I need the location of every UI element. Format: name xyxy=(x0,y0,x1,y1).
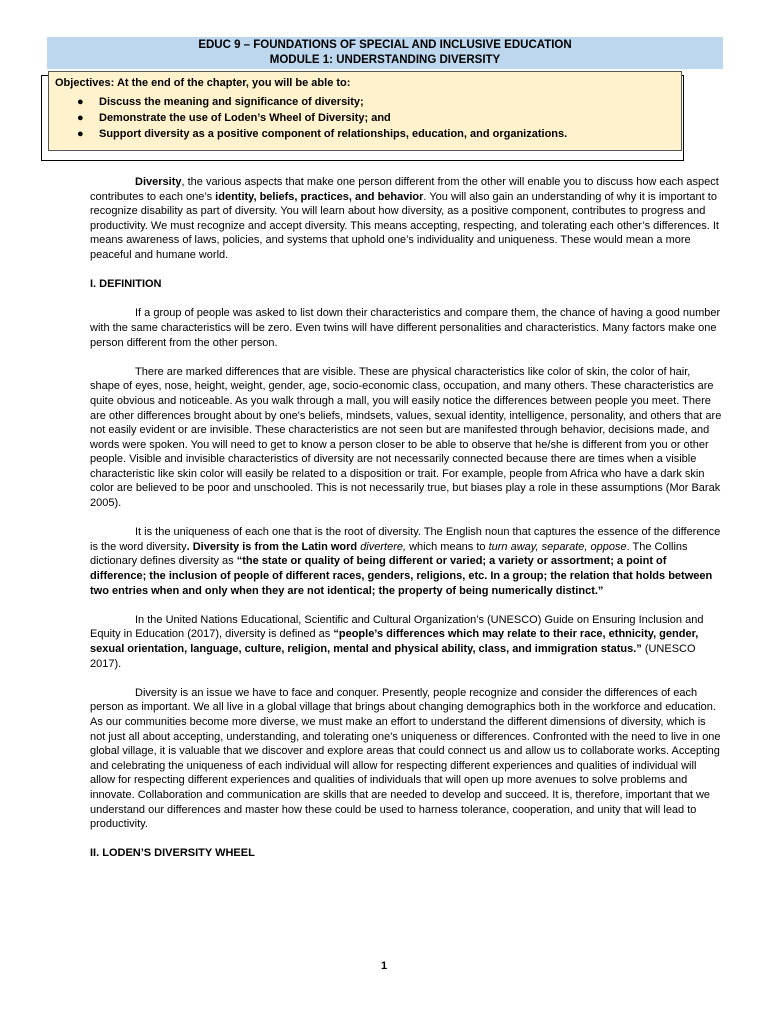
bullet-icon: ● xyxy=(77,96,84,108)
document-body xyxy=(90,175,722,876)
bullet-icon: ● xyxy=(77,128,84,140)
module-header xyxy=(47,37,723,69)
section-heading-definition: I. DEFINITION xyxy=(90,278,162,291)
section-heading-diversity-wheel: II. LODEN’S DIVERSITY WHEEL xyxy=(90,847,255,860)
objective-item: ● Demonstrate the use of Loden’s Wheel of Diversity; and xyxy=(77,112,391,124)
definition-paragraph-2: There are marked differences that are visible. These are physical characteristics like color of skin, the color of hair, shape of eyes, nose, height, weight, gender, age, socio-economic class, occupation, and many others. These characteristics are quite obvious and noticeable. As you walk through a mall, you will easily notice the differences between people you meet. There are other differences brought about by one's beliefs, mindsets, values, sexual identity, intelligence, personality, and others that are not easily evident or are invisible. These characteristics are not seen but are manifested through behavior, decisions made, and words were spoken. You will need to get to know a person closer to be able to observe that he/she is different from you or other people. Visible and invisible characteristics of diversity are not necessarily connected because there are times when a visible characteristic like skin color will easily be related to a disposition or trait. For example, people from Africa who have a dark skin color are believed to be poor and unschooled. This is not necessarily true, but biases play a role in these assumptions (Mor Barak 2005). xyxy=(90,365,722,510)
bullet-icon: ● xyxy=(77,112,84,124)
intro-paragraph: Diversity, the various aspects that make one person different from the other will enable you to discuss how each aspect contributes to each one’s identity, beliefs, practices, and behavior. You will also gain an understanding of why it is important to recognize disability as part of diversity. You will learn about how diversity, as a positive component, contributes to progress and productivity. We must recognize and accept diversity. This means accepting, respecting, and tolerating each other’s differences. It means awareness of laws, policies, and systems that uphold one’s individuality and uniqueness. These would mean a more peaceful and humane world. xyxy=(90,176,719,261)
definition-paragraph-1: If a group of people was asked to list down their characteristics and compare them, the chance of having a good number with the same characteristics will be zero. Even twins will have different personalities and characteristics. Many factors make one person different from the other person. xyxy=(90,307,721,349)
page-number: 1 xyxy=(380,960,388,972)
objective-item: ● Discuss the meaning and significance of diversity; xyxy=(77,96,364,108)
definition-paragraph-3: It is the uniqueness of each one that is the root of diversity. The English noun that captures the essence of the difference is the word diversity. Diversity is from the Latin word divertere, which means to turn away, separate, oppose. The Collins dictionary defines diversity as “the state or quality of being different or varied; a variety or assortment; a point of difference; the inclusion of people of different races, genders, religions, etc. In a group; the relation that holds between two entries when and only when they are not identical; the property of being numerically distinct.” xyxy=(90,526,721,597)
definition-paragraph-5: Diversity is an issue we have to face and conquer. Presently, people recognize and consider the differences of each person as important. We all live in a global village that brings about changing demographics both in the workforce and education. As our communities become more diverse, we must make an effort to understand the different dimensions of diversity, which is not just all about accepting, understanding, and tolerating one's uniqueness or differences. Confronted with the need to live in one global village, it is valuable that we discover and explore areas that could connect us and allow us to collaborate works. Accepting and celebrating the uniqueness of each individual will allow for respecting different experiences and qualities of individual will allow for respecting different experiences and qualities of individuals that will open up more avenues to solve problems and innovate. Collaboration and communication are skills that are needed to develop and succeed. It is, therefore, important that we understand our differences and master how these could be used to harness tolerance, cooperation, and unity that will lead to productivity. xyxy=(90,686,721,831)
definition-paragraph-4: In the United Nations Educational, Scientific and Cultural Organization’s (UNESCO) Guide on Ensuring Inclusion and Equity in Education (2017), diversity is defined as “people’s differences which may relate to their race, ethnicity, gender, sexual orientation, language, culture, religion, mental and physical ability, class, and immigration status.” (UNESCO 2017). xyxy=(90,613,704,670)
objective-item: ● Support diversity as a positive component of relationships, education, and organizations. xyxy=(77,128,568,140)
objectives-heading: Objectives: At the end of the chapter, you will be able to: xyxy=(55,77,351,89)
objectives-box xyxy=(48,71,682,151)
module-title: MODULE 1: UNDERSTANDING DIVERSITY xyxy=(269,54,501,66)
course-title: EDUC 9 – FOUNDATIONS OF SPECIAL AND INCLUSIVE EDUCATION xyxy=(198,39,572,51)
objectives-list xyxy=(55,94,675,142)
